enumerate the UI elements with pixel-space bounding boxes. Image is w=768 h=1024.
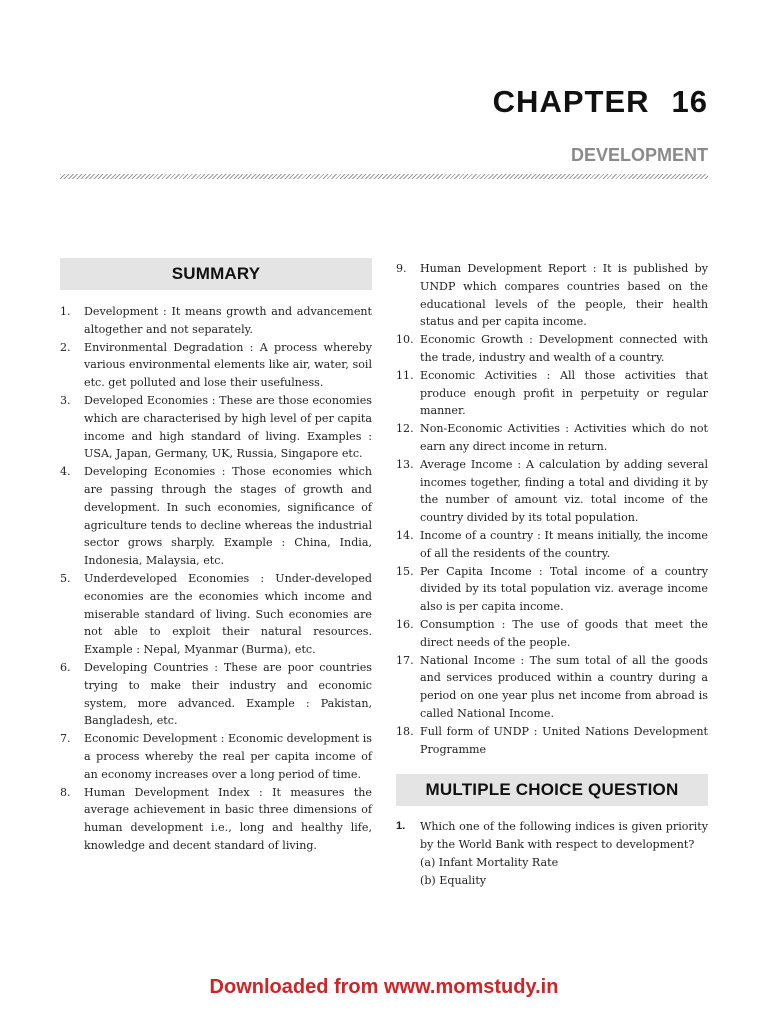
right-column bbox=[396, 260, 708, 890]
item-number: 13. bbox=[396, 457, 414, 471]
summary-item bbox=[396, 652, 708, 723]
hatched-divider bbox=[60, 174, 708, 179]
item-text: Environmental Degradation : A process whereby various environmental elements like air, water, soil etc. get polluted and lose their usefulness. bbox=[84, 340, 372, 390]
item-number: 18. bbox=[396, 724, 414, 738]
item-number: 1. bbox=[60, 305, 71, 318]
summary-item bbox=[60, 392, 372, 463]
item-text: Non-Economic Activities : Activities which do not earn any direct income in return. bbox=[420, 422, 708, 453]
item-number: 12. bbox=[396, 422, 414, 436]
question-number: 1. bbox=[396, 820, 406, 833]
summary-item bbox=[60, 463, 372, 570]
item-text: Developed Economies : These are those economies which are characterised by high level of per capita income and high standard of living. Examples : USA, Japan, Germany, UK, Russia, Singapore etc. bbox=[84, 393, 372, 461]
chapter-subtitle: DEVELOPMENT bbox=[570, 145, 708, 165]
summary-item bbox=[396, 456, 708, 527]
item-number: 10. bbox=[396, 333, 414, 347]
item-number: 8. bbox=[60, 785, 71, 799]
item-text: Consumption : The use of goods that meet the direct needs of the people. bbox=[420, 617, 708, 649]
item-number: 11. bbox=[396, 368, 414, 382]
item-text: Income of a country : It means initially, the income of all the residents of the country. bbox=[420, 528, 708, 560]
summary-item bbox=[396, 367, 708, 420]
question-text: Which one of the following indices is given priority by the World Bank with respect to development? bbox=[420, 820, 708, 852]
item-text: Economic Growth : Development connected with the trade, industry and wealth of a country. bbox=[420, 333, 708, 364]
chapter-heading bbox=[493, 84, 708, 120]
item-number: 5. bbox=[60, 571, 71, 585]
summary-item bbox=[396, 563, 708, 616]
option-a: (a) Infant Mortality Rate bbox=[420, 855, 559, 869]
summary-item bbox=[396, 527, 708, 563]
item-text: Per Capita Income : Total income of a country divided by its total population viz. average income also is per capita income. bbox=[420, 564, 708, 614]
item-text: Full form of UNDP : United Nations Development Programme bbox=[420, 724, 708, 756]
item-text: National Income : The sum total of all the goods and services produced within a country during a period on one year plus net income from abroad is called National Income. bbox=[420, 653, 708, 720]
item-number: 15. bbox=[396, 564, 414, 578]
summary-list-left bbox=[60, 303, 372, 855]
item-text: Human Development Index : It measures the average achievement in basic three dimensions of human development i.e., long and healthy life, knowledge and decent standard of living. bbox=[84, 785, 372, 852]
item-text: Economic Development : Economic development is a process whereby the real per capita income of an economy increases over a long period of time. bbox=[84, 732, 372, 781]
summary-item bbox=[396, 723, 708, 759]
item-number: 2. bbox=[60, 340, 71, 354]
question-body bbox=[420, 818, 708, 889]
summary-item bbox=[396, 420, 708, 456]
summary-item bbox=[60, 303, 372, 339]
summary-item bbox=[60, 339, 372, 392]
chapter-number: 16 bbox=[671, 84, 708, 119]
item-text: Human Development Report : It is published by UNDP which compares countries based on the educational levels of the people, their health status and per capita income. bbox=[420, 262, 708, 329]
summary-item bbox=[60, 730, 372, 783]
summary-item bbox=[60, 570, 372, 659]
summary-item bbox=[396, 616, 708, 652]
chapter-label: CHAPTER bbox=[492, 84, 650, 119]
mcq-question bbox=[396, 818, 708, 889]
item-number: 16. bbox=[396, 617, 414, 631]
option-b: (b) Equality bbox=[420, 873, 487, 887]
summary-item bbox=[60, 784, 372, 855]
item-text: Developing Economies : Those economies which are passing through the stages of growth and development. In such economies, significance of agriculture tends to decline whereas the industrial sector grows sharply. Example : China, India, Indonesia, Malaysia, etc. bbox=[84, 465, 372, 568]
item-text: Developing Countries : These are poor countries trying to make their industry and economic system, more advanced. Example : Pakistan, Bangladesh, etc. bbox=[84, 660, 372, 728]
mcq-heading: MULTIPLE CHOICE QUESTION bbox=[396, 774, 708, 806]
item-number: 7. bbox=[60, 732, 71, 746]
item-number: 6. bbox=[60, 660, 71, 674]
item-text: Economic Activities : All those activities that produce enough profit in perpetuity or regular manner. bbox=[420, 368, 708, 418]
item-number: 4. bbox=[60, 465, 71, 479]
item-number: 17. bbox=[396, 653, 414, 667]
left-column bbox=[60, 258, 372, 855]
item-text: Development : It means growth and advancement altogether and not separately. bbox=[84, 305, 372, 336]
item-text: Underdeveloped Economies : Under-developed economies are the economies which income and miserable standard of living. Such economies are not able to exploit their natural resources. Example : Nepal, Myanmar (Burma), etc. bbox=[84, 571, 372, 657]
summary-item bbox=[396, 260, 708, 331]
item-number: 14. bbox=[396, 528, 414, 542]
item-number: 9. bbox=[396, 262, 407, 275]
summary-item bbox=[60, 659, 372, 730]
item-text: Average Income : A calculation by adding several incomes together, finding a total and dividing it by the number of amount viz. total income of the country divided by its total population. bbox=[420, 457, 708, 525]
summary-list-right bbox=[396, 260, 708, 758]
summary-item bbox=[396, 331, 708, 367]
item-number: 3. bbox=[60, 393, 71, 407]
download-footer: Downloaded from www.momstudy.in bbox=[209, 976, 559, 998]
summary-heading: SUMMARY bbox=[60, 258, 372, 290]
